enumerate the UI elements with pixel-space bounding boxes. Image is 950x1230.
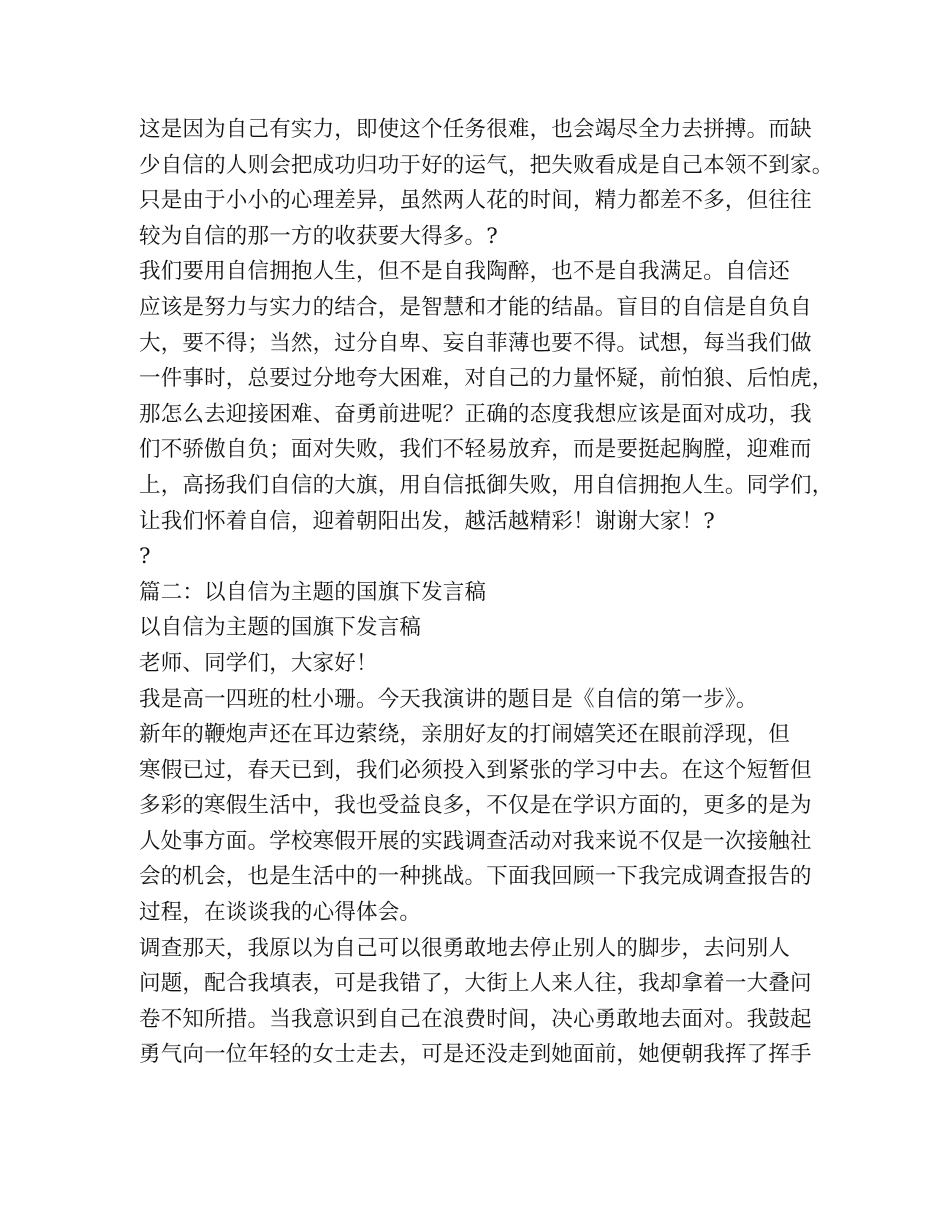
text-line: 只是由于小小的心理差异，虽然两人花的时间，精力都差不多，但往往 (139, 188, 812, 214)
text-line: 让我们怀着自信，迎着朝阳出发，越活越精彩！谢谢大家！? (139, 508, 715, 534)
text-line: 应该是努力与实力的结合，是智慧和才能的结晶。盲目的自信是自负自 (139, 294, 812, 320)
text-line: 较为自信的那一方的收获要大得多。? (139, 223, 498, 249)
text-line: 一件事时，总要过分地夸大困难，对自己的力量怀疑，前怕狼、后怕虎， (139, 366, 834, 392)
text-line: 们不骄傲自负；面对失败，我们不轻易放弃，而是要挺起胸膛，迎难而 (139, 437, 812, 463)
text-line: 会的机会，也是生活中的一种挑战。下面我回顾一下我完成调查报告的 (139, 864, 812, 890)
text-line: ? (139, 544, 151, 570)
text-line: 我是高一四班的杜小珊。今天我演讲的题目是《自信的第一步》。 (139, 686, 758, 712)
text-line: 大，要不得；当然，过分自卑、妄自菲薄也要不得。试想，每当我们做 (139, 330, 812, 356)
section-heading: 篇二：以自信为主题的国旗下发言稿 (139, 579, 487, 605)
text-line: 调查那天，我原以为自己可以很勇敢地去停止别人的脚步，去问别人 (139, 935, 791, 961)
text-line: 勇气向一位年轻的女士走去，可是还没走到她面前，她便朝我挥了挥手 (139, 1042, 812, 1068)
text-line: 人处事方面。学校寒假开展的实践调查活动对我来说不仅是一次接触社 (139, 828, 812, 854)
text-line: 过程，在谈谈我的心得体会。 (139, 900, 422, 926)
text-line: 新年的鞭炮声还在耳边萦绕，亲朋好友的打闹嬉笑还在眼前浮现，但 (139, 722, 791, 748)
text-line: 寒假已过，春天已到，我们必须投入到紧张的学习中去。在这个短暂但 (139, 757, 812, 783)
text-line: 少自信的人则会把成功归功于好的运气，把失败看成是自己本领不到家。 (139, 152, 834, 178)
text-line: 问题，配合我填表，可是我错了，大街上人来人往，我却拿着一大叠问 (139, 971, 812, 997)
text-line: 我们要用自信拥抱人生，但不是自我陶醉，也不是自我满足。自信还 (139, 259, 791, 285)
text-line: 那怎么去迎接困难、奋勇前进呢？正确的态度我想应该是面对成功，我 (139, 401, 812, 427)
speech-title: 以自信为主题的国旗下发言稿 (139, 615, 422, 641)
text-line: 老师、同学们，大家好！ (139, 650, 378, 676)
text-line: 多彩的寒假生活中，我也受益良多，不仅是在学识方面的，更多的是为 (139, 793, 812, 819)
text-line: 卷不知所措。当我意识到自己在浪费时间，决心勇敢地去面对。我鼓起 (139, 1006, 812, 1032)
text-line: 上，高扬我们自信的大旗，用自信抵御失败，用自信拥抱人生。同学们， (139, 472, 834, 498)
text-line: 这是因为自己有实力，即使这个任务很难，也会竭尽全力去拼搏。而缺 (139, 117, 812, 142)
document-body (139, 112, 834, 1073)
